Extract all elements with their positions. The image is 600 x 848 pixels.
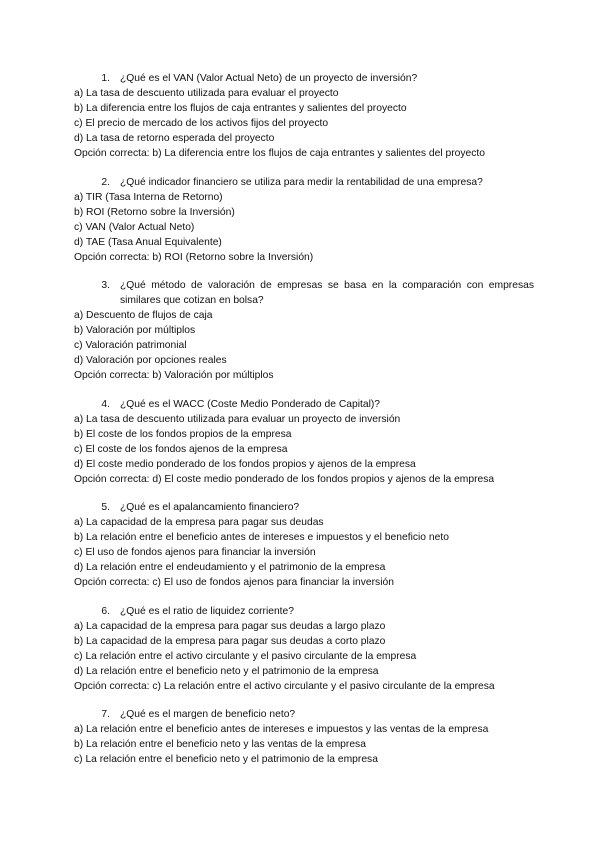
question-number: 7.	[101, 709, 110, 720]
option-c: c) El uso de fondos ajenos para financiar la inversión	[74, 547, 316, 558]
question-number: 5.	[101, 502, 110, 513]
option-a: a) La capacidad de la empresa para pagar sus deudas	[74, 517, 324, 528]
question-heading	[74, 175, 534, 190]
document-page	[74, 71, 534, 781]
question-heading	[74, 500, 534, 515]
question-number: 1.	[101, 73, 110, 84]
option-c: c) El coste de los fondos ajenos de la empresa	[74, 443, 288, 455]
question-1	[74, 71, 534, 161]
option-a: a) La tasa de descuento utilizada para evaluar el proyecto	[74, 88, 339, 99]
option-d: d) La relación entre el beneficio neto y el patrimonio de la empresa	[74, 665, 379, 677]
question-heading	[74, 707, 534, 722]
question-text: ¿Qué indicador financiero se utiliza para medir la rentabilidad de una empresa?	[120, 176, 483, 188]
question-text: ¿Qué método de valoración de empresas se basa en la comparación con empresas similares que cotizan en bolsa?	[120, 280, 534, 306]
question-4	[74, 397, 534, 487]
option-b: b) La relación entre el beneficio neto y las ventas de la empresa	[74, 739, 366, 750]
option-b: b) La diferencia entre los flujos de caja entrantes y salientes del proyecto	[74, 103, 407, 114]
option-b: b) La relación entre el beneficio antes de intereses e impuestos y el beneficio neto	[74, 532, 449, 543]
option-d: d) Valoración por opciones reales	[74, 355, 227, 366]
question-text: ¿Qué es el VAN (Valor Actual Neto) de un proyecto de inversión?	[120, 73, 418, 84]
option-a: a) La capacidad de la empresa para pagar sus deudas a largo plazo	[74, 620, 386, 632]
option-a: a) TIR (Tasa Interna de Retorno)	[74, 191, 223, 203]
question-heading	[74, 71, 534, 86]
question-5	[74, 500, 534, 590]
question-number: 6.	[101, 605, 110, 617]
question-3	[74, 278, 534, 383]
question-2	[74, 175, 534, 265]
option-d: d) La tasa de retorno esperada del proyecto	[74, 133, 275, 144]
question-text: ¿Qué es el apalancamiento financiero?	[120, 502, 300, 513]
question-6	[74, 604, 534, 694]
question-number: 2.	[101, 176, 110, 188]
option-c: c) La relación entre el activo circulante y el pasivo circulante de la empresa	[74, 650, 417, 662]
question-7	[74, 707, 534, 767]
option-d: d) La relación entre el endeudamiento y el patrimonio de la empresa	[74, 562, 386, 573]
question-heading	[74, 397, 534, 412]
option-c: c) El precio de mercado de los activos fijos del proyecto	[74, 118, 329, 129]
question-text: ¿Qué es el WACC (Coste Medio Ponderado de Capital)?	[120, 398, 381, 410]
option-b: b) ROI (Retorno sobre la Inversión)	[74, 206, 235, 218]
option-c: c) La relación entre el beneficio neto y el patrimonio de la empresa	[74, 754, 378, 765]
question-heading	[74, 278, 534, 308]
correct-answer: Opción correcta: d) El coste medio ponderado de los fondos propios y ajenos de la empresa	[74, 473, 495, 485]
question-heading	[74, 604, 534, 619]
question-text: ¿Qué es el margen de beneficio neto?	[120, 709, 296, 720]
option-a: a) La relación entre el beneficio antes de intereses e impuestos y las ventas de la empresa	[74, 724, 489, 735]
question-number: 4.	[101, 398, 110, 410]
correct-answer: Opción correcta: b) La diferencia entre los flujos de caja entrantes y salientes del proyecto	[74, 148, 485, 159]
option-a: a) La tasa de descuento utilizada para evaluar un proyecto de inversión	[74, 413, 401, 425]
option-a: a) Descuento de flujos de caja	[74, 310, 213, 321]
correct-answer: Opción correcta: c) La relación entre el activo circulante y el pasivo circulante de la empresa	[74, 680, 495, 692]
correct-answer: Opción correcta: c) El uso de fondos ajenos para financiar la inversión	[74, 577, 394, 588]
option-b: b) La capacidad de la empresa para pagar sus deudas a corto plazo	[74, 635, 386, 647]
question-text: ¿Qué es el ratio de liquidez corriente?	[120, 605, 294, 617]
option-d: d) TAE (Tasa Anual Equivalente)	[74, 236, 222, 248]
correct-answer: Opción correcta: b) Valoración por múltiplos	[74, 370, 274, 381]
option-c: c) Valoración patrimonial	[74, 340, 187, 351]
option-d: d) El coste medio ponderado de los fondos propios y ajenos de la empresa	[74, 458, 416, 470]
option-b: b) El coste de los fondos propios de la empresa	[74, 428, 292, 440]
option-b: b) Valoración por múltiplos	[74, 325, 196, 336]
option-c: c) VAN (Valor Actual Neto)	[74, 221, 195, 233]
correct-answer: Opción correcta: b) ROI (Retorno sobre la Inversión)	[74, 251, 314, 263]
question-number: 3.	[101, 280, 110, 291]
